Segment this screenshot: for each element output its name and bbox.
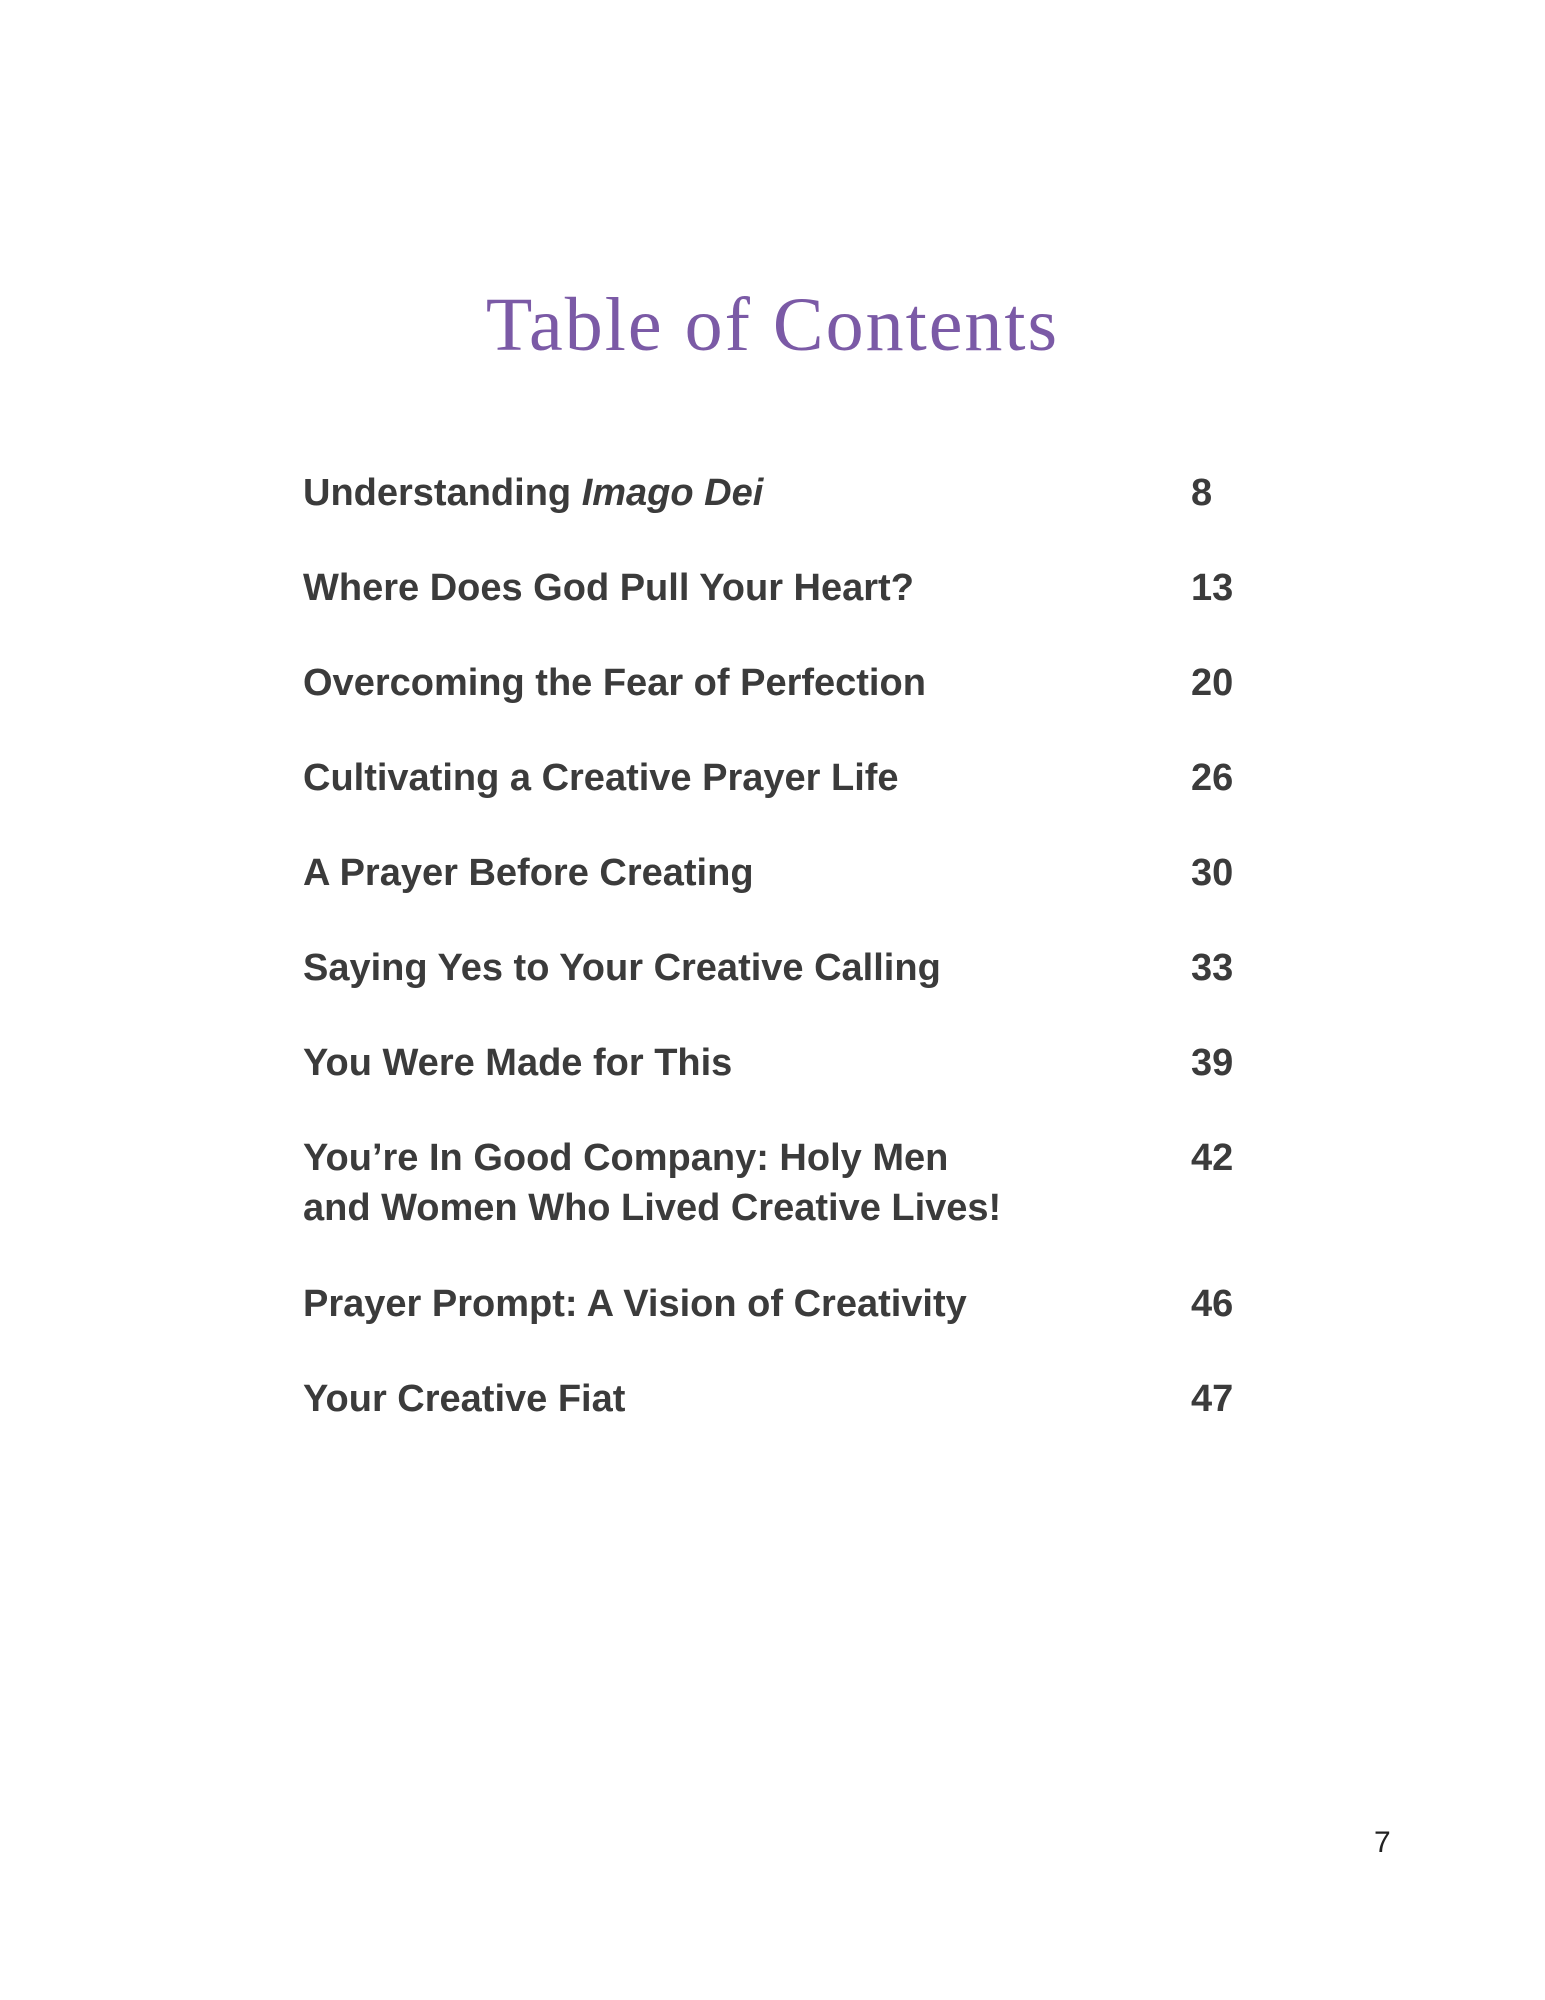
toc-entry	[303, 753, 1263, 813]
toc-entry	[303, 848, 1263, 908]
toc-entry-page: 26	[1191, 757, 1234, 799]
toc-entry-title-italic: Imago Dei	[581, 472, 764, 514]
toc-entry	[303, 943, 1263, 1003]
toc-entry	[303, 1279, 1263, 1339]
toc-entry	[303, 1374, 1263, 1434]
toc-entry-title: A Prayer Before Creating	[303, 852, 754, 894]
toc-entry	[303, 563, 1263, 623]
toc-entry-page: 13	[1191, 567, 1234, 609]
toc-entry-title	[303, 468, 1063, 518]
toc-entry-title: Your Creative Fiat	[303, 1378, 626, 1420]
toc-entry-title-line: You’re In Good Company: Holy Men	[303, 1137, 949, 1179]
page-number: 7	[1374, 1826, 1391, 1859]
toc-entry-title: Saying Yes to Your Creative Calling	[303, 947, 941, 989]
toc-entry-title: Cultivating a Creative Prayer Life	[303, 757, 899, 799]
toc-entry-page: 42	[1191, 1137, 1234, 1179]
toc-entry-title-line: and Women Who Lived Creative Lives!	[303, 1187, 1002, 1229]
toc-entry	[303, 1038, 1263, 1098]
toc-entry-title: Where Does God Pull Your Heart?	[303, 567, 914, 609]
toc-entry-title: Overcoming the Fear of Perfection	[303, 662, 926, 704]
toc-entry	[303, 1133, 1263, 1243]
toc-entry	[303, 658, 1263, 718]
toc-entry	[303, 468, 1263, 528]
toc-entry-title: Prayer Prompt: A Vision of Creativity	[303, 1283, 967, 1325]
toc-entry-title	[303, 1133, 1063, 1233]
toc-entry-page: 30	[1191, 852, 1234, 894]
toc-entry-page: 20	[1191, 662, 1234, 704]
toc-entry-title-plain: Understanding	[303, 472, 582, 514]
page-title: Table of Contents	[485, 283, 1060, 367]
toc-entry-title: You Were Made for This	[303, 1042, 733, 1084]
toc-entry-page: 39	[1191, 1042, 1234, 1084]
toc-entry-page: 33	[1191, 947, 1234, 989]
toc-entry-page: 46	[1191, 1283, 1234, 1325]
toc-entry-page: 47	[1191, 1378, 1234, 1420]
toc-entry-page: 8	[1191, 472, 1213, 514]
